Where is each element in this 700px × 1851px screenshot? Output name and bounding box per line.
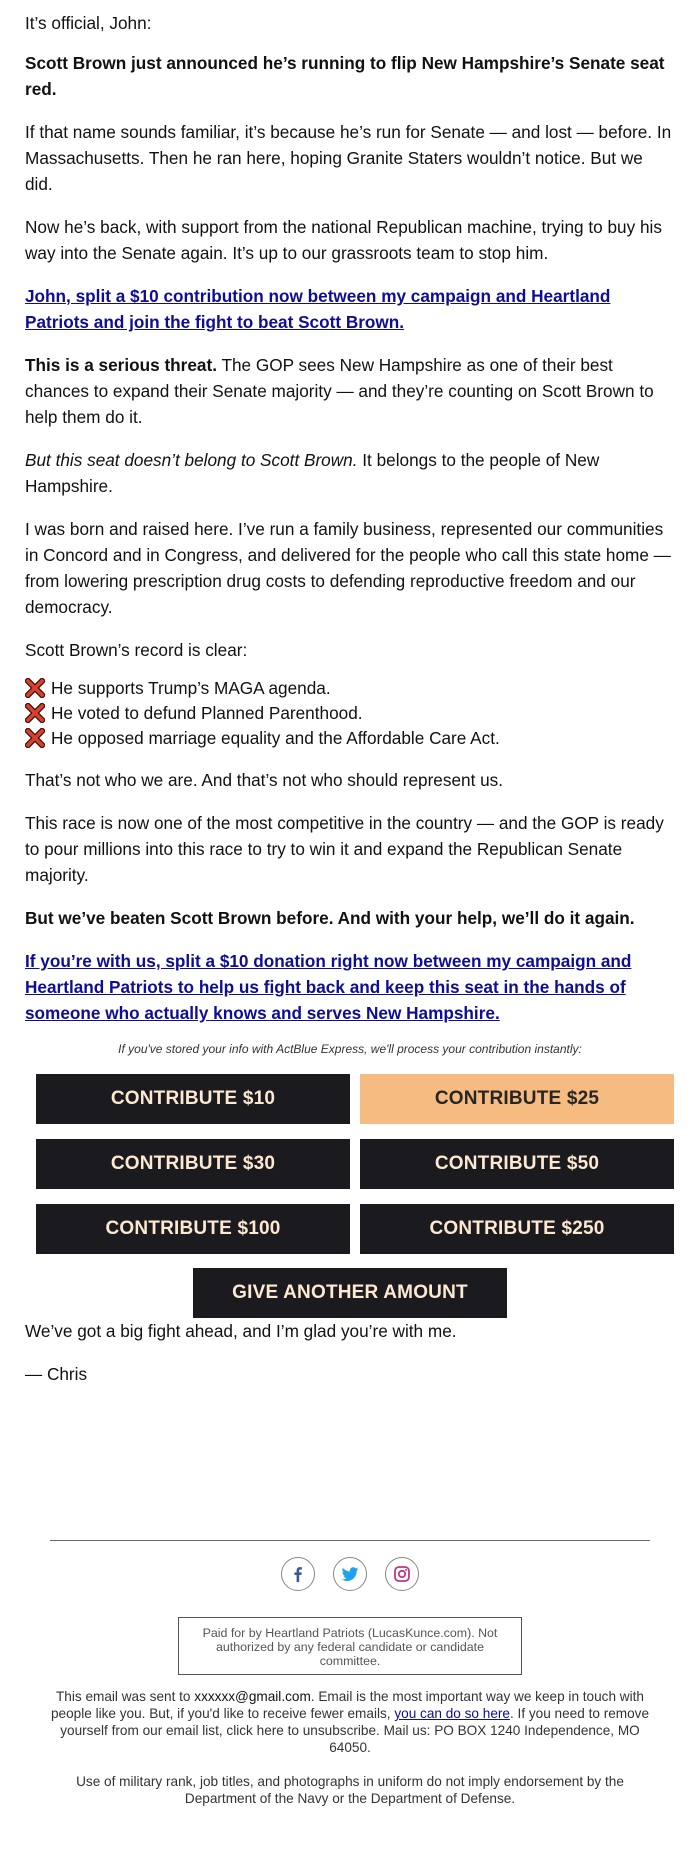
recipient-email: xxxxxx@gmail.com <box>194 1689 311 1704</box>
fewer-emails-link[interactable]: you can do so here <box>394 1706 510 1721</box>
list-item <box>25 675 675 700</box>
facebook-icon[interactable] <box>281 1557 315 1591</box>
split-contribution-link[interactable]: John, split a $10 contribution now between my campaign and Heartland Patriots and join the fight to beat Scott Brown. <box>25 286 611 332</box>
donate-link-paragraph-2 <box>25 948 675 1026</box>
contribute-25-button[interactable]: CONTRIBUTE $25 <box>360 1074 674 1124</box>
donate-link-paragraph <box>25 283 675 335</box>
instagram-icon[interactable] <box>385 1557 419 1591</box>
spacer <box>0 1404 700 1540</box>
threat-bold: This is a serious threat. <box>25 355 217 375</box>
contribute-10-button[interactable]: CONTRIBUTE $10 <box>36 1074 350 1124</box>
cross-mark-icon <box>25 728 45 748</box>
contribute-50-button[interactable]: CONTRIBUTE $50 <box>360 1139 674 1189</box>
paragraph-back: Now he’s back, with support from the national Republican machine, trying to buy his way into the Senate again. It’s up to our grassroots team to stop him. <box>25 217 662 263</box>
paragraph-threat <box>25 352 675 430</box>
social-links <box>0 1557 700 1591</box>
paragraph-born: I was born and raised here. I’ve run a family business, represented our communities in Concord and in Congress, and delivered for the people who call this state home — from lowering prescription drug costs to defending reproductive freedom and our democracy. <box>25 519 671 617</box>
record-item-text: He voted to defund Planned Parenthood. <box>51 702 363 723</box>
paragraph-not-us: That’s not who we are. And that’s not who should represent us. <box>25 770 504 790</box>
actblue-note: If you've stored your info with ActBlue Express, we'll process your contribution instantly: <box>118 1042 582 1056</box>
paragraph-familiar: If that name sounds familiar, it’s because he’s run for Senate — and lost — before. In Massachusetts. Then he ran here, hoping Granite Staters wouldn’t notice. But we did. <box>25 122 672 194</box>
paragraph-race: This race is now one of the most competitive in the country — and the GOP is ready to pour millions into this race to try to win it and expand the Republican Senate majority. <box>25 813 664 885</box>
sent-mid: . Email is the most important way we keep in touch with people like you. But, if you'd like to receive fewer emails, <box>50 1689 644 1721</box>
seat-text: It belongs to the people of New Hampshire. <box>25 450 600 496</box>
with-us-donation-link[interactable]: If you’re with us, split a $10 donation right now between my campaign and Heartland Patriots to help us fight back and keep this seat in the hands of someone who actually knows and serves New Hampshire. <box>25 951 632 1023</box>
paragraph-beaten: But we’ve beaten Scott Brown before. And with your help, we’ll do it again. <box>25 908 635 928</box>
headline: Scott Brown just announced he’s running to flip New Hampshire’s Senate seat red. <box>25 53 665 99</box>
twitter-icon[interactable] <box>333 1557 367 1591</box>
signoff: — Chris <box>25 1364 88 1384</box>
cross-mark-icon <box>25 678 45 698</box>
give-another-amount-button[interactable]: GIVE ANOTHER AMOUNT <box>193 1268 507 1318</box>
sent-suffix: . If you need to remove yourself from our email list, click here to unsubscribe. Mail us: PO BOX 1240 Independence, MO 64050. <box>60 1706 650 1755</box>
footer-divider <box>50 1540 650 1541</box>
contribute-30-button[interactable]: CONTRIBUTE $30 <box>36 1139 350 1189</box>
seat-italic: But this seat doesn’t belong to Scott Brown. <box>25 450 358 470</box>
list-item <box>25 725 675 750</box>
donate-button-grid <box>36 1074 675 1254</box>
military-disclaimer: Use of military rank, job titles, and photographs in uniform do not imply endorsement by the Department of the Navy or the Department of Defense. <box>76 1774 624 1806</box>
threat-text: The GOP sees New Hampshire as one of their best chances to expand their Senate majority — and they’re counting on Scott Brown to help them do it. <box>25 355 654 427</box>
record-item-text: He opposed marriage equality and the Affordable Care Act. <box>51 727 500 748</box>
paid-for-disclaimer: Paid for by Heartland Patriots (LucasKunce.com). Not authorized by any federal candidate or candidate committee. <box>178 1617 522 1675</box>
contribute-250-button[interactable]: CONTRIBUTE $250 <box>360 1204 674 1254</box>
cross-mark-icon <box>25 703 45 723</box>
footer <box>0 1540 700 1807</box>
footer-email-notice <box>50 1688 650 1756</box>
sent-prefix: This email was sent to <box>56 1689 195 1704</box>
list-item <box>25 700 675 725</box>
record-intro: Scott Brown’s record is clear: <box>25 640 248 660</box>
record-list <box>25 675 675 750</box>
paragraph-fight: We’ve got a big fight ahead, and I’m glad you’re with me. <box>25 1321 457 1341</box>
contribute-100-button[interactable]: CONTRIBUTE $100 <box>36 1204 350 1254</box>
paragraph-seat <box>25 447 675 499</box>
record-item-text: He supports Trump’s MAGA agenda. <box>51 677 331 698</box>
greeting: It’s official, John: <box>25 13 152 33</box>
